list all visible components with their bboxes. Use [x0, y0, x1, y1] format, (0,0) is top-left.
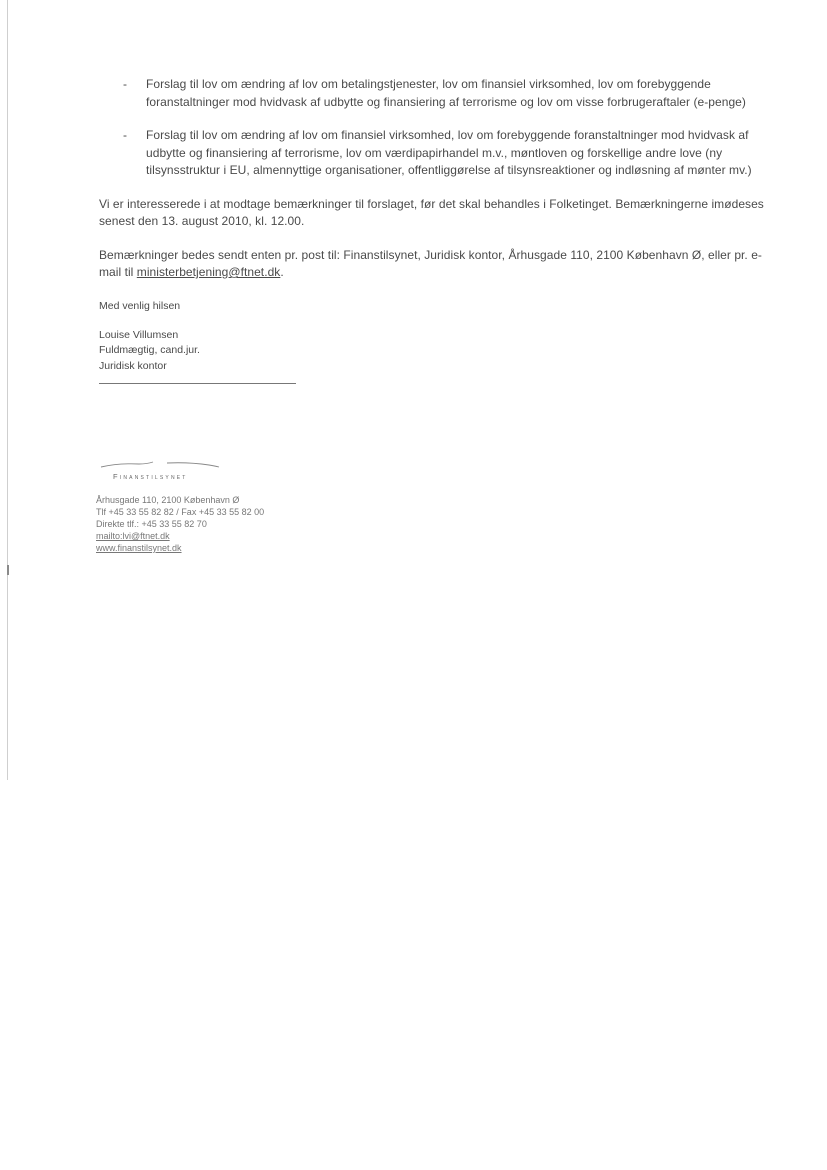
signature-title: Fuldmægtig, cand.jur. [99, 344, 200, 356]
website-link[interactable]: www.finanstilsynet.dk [96, 543, 182, 553]
submission-end: . [280, 265, 284, 279]
mailto-link[interactable]: mailto:lvi@ftnet.dk [96, 531, 170, 541]
letter-body [99, 76, 771, 384]
address-block [96, 494, 264, 554]
deadline-paragraph: Vi er interesserede i at modtage bemærkninger til forslaget, før det skal behandles i Folketinget. Bemærkningerne imødeses senest den 13. august 2010, kl. 12.00. [99, 196, 764, 228]
proposal-text: Forslag til lov om ændring af lov om finansiel virksomhed, lov om forebyggende foranstaltninger mod hvidvask af udbytte og finansiering af terrorisme, lov om værdipapirhandel m.v., møntloven og forskellige andre love (ny tilsynsstruktur i EU, almennyttige organisationer, offentliggørelse af tilsynsreaktioner og indløsning af mønter mv.) [146, 128, 752, 177]
address-phone-fax: Tlf +45 33 55 82 82 / Fax +45 33 55 82 00 [96, 507, 265, 517]
closing-greeting: Med venlig hilsen [99, 299, 181, 312]
page-edge-mark [7, 565, 9, 575]
bullet-dash: - [123, 77, 128, 91]
signature-name: Louise Villumsen [99, 328, 179, 341]
proposal-text: Forslag til lov om ændring af lov om betalingstjenester, lov om finansiel virksomhed, lov om forebyggende foranstaltninger mod hvidvask af udbytte og finansiering af terrorisme og lov om visse forbrugeraftaler (e-penge) [146, 77, 746, 109]
page-edge [7, 0, 8, 780]
proposal-list [99, 76, 771, 180]
signature-department: Juridisk kontor [99, 359, 167, 372]
signature-rule [99, 383, 296, 384]
list-item [99, 76, 771, 111]
address-street: Århusgade 110, 2100 København Ø [96, 495, 240, 505]
logo-swash-icon [99, 458, 221, 470]
logo-text: Finanstilsynet [113, 472, 188, 481]
list-item [99, 127, 771, 180]
submission-paragraph [99, 247, 771, 282]
bullet-dash: - [123, 128, 128, 142]
finanstilsynet-logo [99, 458, 221, 481]
submission-text: Bemærkninger bedes sendt enten pr. post til: Finanstilsynet, Juridisk kontor, Århusgade 110, 2100 København Ø, eller pr. e-mail til [99, 247, 762, 279]
address-direct-phone: Direkte tlf.: +45 33 55 82 70 [96, 519, 207, 529]
email-link[interactable]: ministerbetjening@ftnet.dk [136, 265, 281, 279]
